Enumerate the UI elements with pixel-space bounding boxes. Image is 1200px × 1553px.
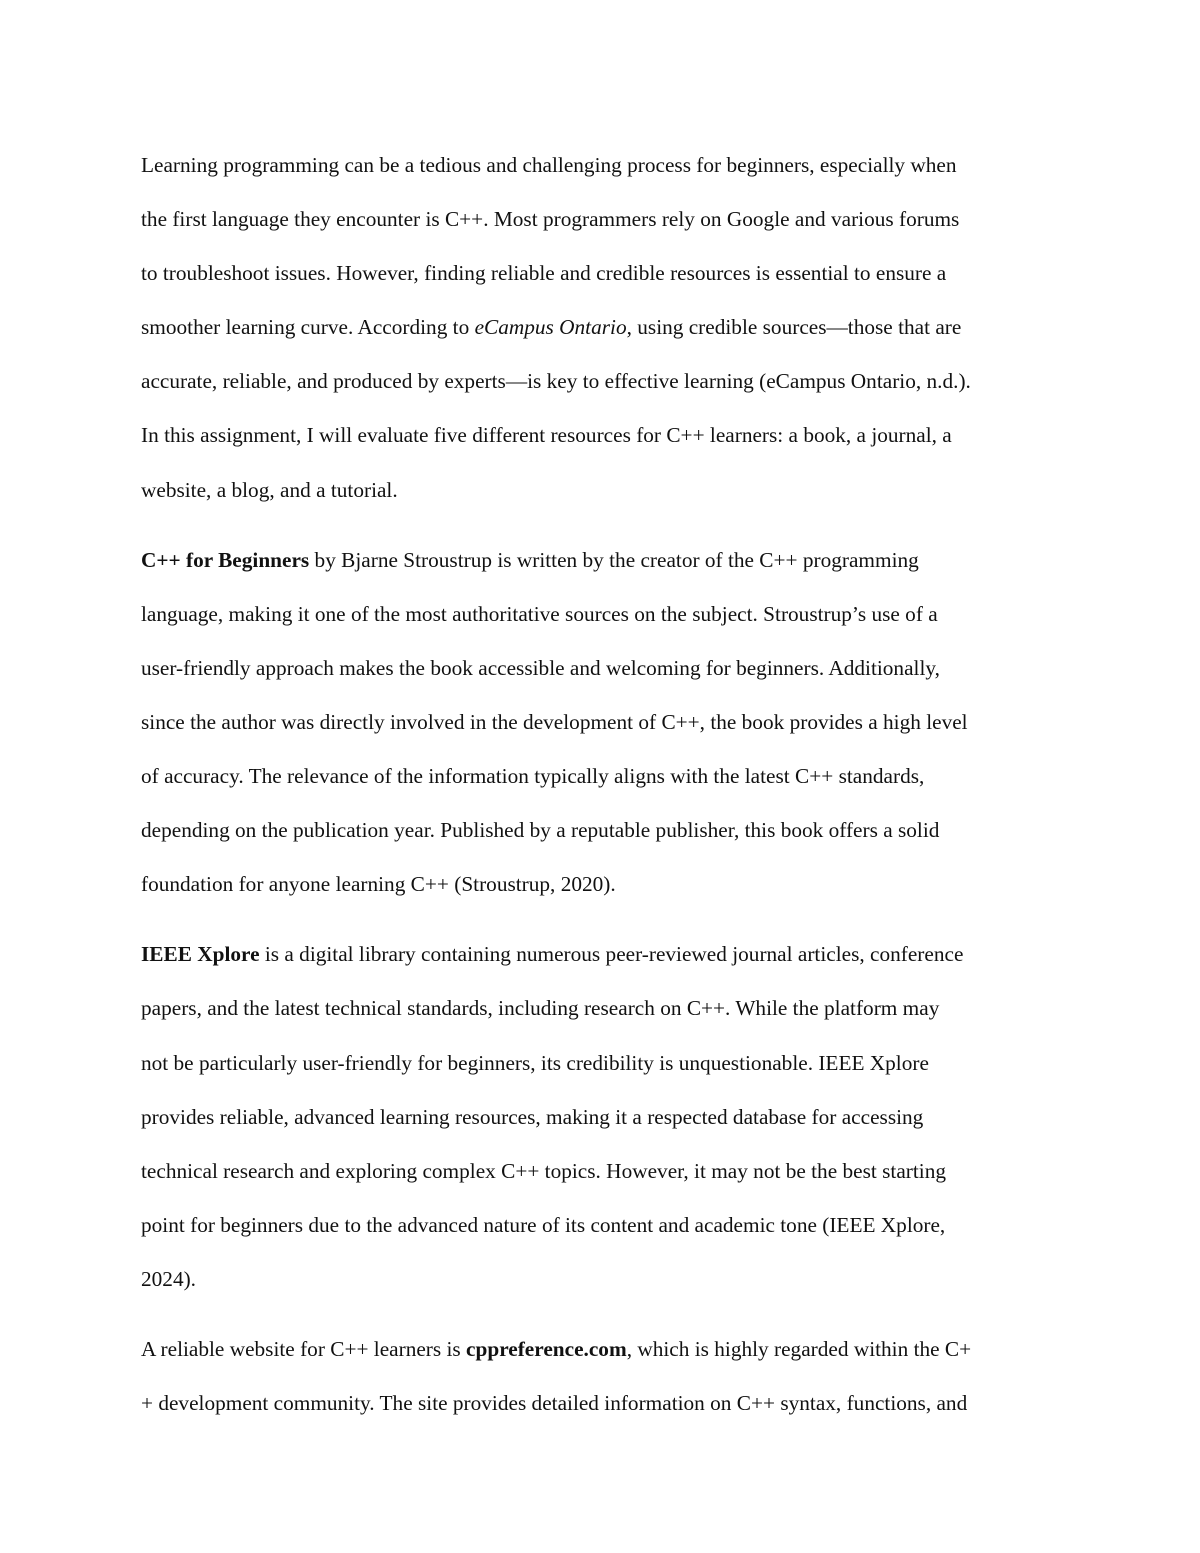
text-line <box>141 1322 1066 1376</box>
text-line <box>141 803 1066 857</box>
paragraph <box>141 138 1066 517</box>
text-run: papers, and the latest technical standards, including research on C++. While the platform may <box>141 996 940 1021</box>
text-line <box>141 1090 1066 1144</box>
text-line <box>141 1198 1066 1252</box>
text-run: provides reliable, advanced learning resources, making it a respected database for accessing <box>141 1104 924 1129</box>
paragraph <box>141 927 1066 1306</box>
text-line <box>141 587 1066 641</box>
text-line <box>141 749 1066 803</box>
text-line <box>141 300 1066 354</box>
text-run: 2024). <box>141 1266 197 1291</box>
text-run: website, a blog, and a tutorial. <box>141 477 398 502</box>
text-line <box>141 927 1066 981</box>
text-line <box>141 641 1066 695</box>
text-line <box>141 192 1066 246</box>
text-run: Learning programming can be a tedious and challenging process for beginners, especially when <box>141 153 957 177</box>
text-line <box>141 408 1066 462</box>
bold-text-run: C++ for Beginners <box>141 547 310 572</box>
text-run: the first language they encounter is C++. Most programmers rely on Google and various forums <box>141 207 960 232</box>
text-run: to troubleshoot issues. However, finding reliable and credible resources is essential to ensure a <box>141 261 947 286</box>
text-run: depending on the publication year. Published by a reputable publisher, this book offers a solid <box>141 818 940 843</box>
text-line <box>141 1144 1066 1198</box>
text-line <box>141 857 1066 911</box>
text-run: not be particularly user-friendly for beginners, its credibility is unquestionable. IEEE Xplore <box>141 1050 929 1075</box>
text-run: by Bjarne Stroustrup is written by the creator of the C++ programming <box>309 547 919 572</box>
paragraph <box>141 1322 1066 1430</box>
text-run: language, making it one of the most authoritative sources on the subject. Stroustrup’s use of a <box>141 601 938 626</box>
text-line <box>141 533 1066 587</box>
text-run: smoother learning curve. According to <box>141 315 475 340</box>
text-run: In this assignment, I will evaluate five different resources for C++ learners: a book, a journal, a <box>141 423 952 448</box>
text-run: foundation for anyone learning C++ (Stroustrup, 2020). <box>141 872 616 897</box>
bold-text-run: cppreference.com <box>466 1336 627 1361</box>
text-line <box>141 246 1066 300</box>
text-run: , using credible sources—those that are <box>626 315 962 340</box>
text-line <box>141 1036 1066 1090</box>
text-line <box>141 981 1066 1035</box>
text-run: + development community. The site provides detailed information on C++ syntax, functions, and <box>141 1391 968 1416</box>
text-line <box>141 354 1066 408</box>
italic-text-run: eCampus Ontario <box>474 315 627 340</box>
text-run: since the author was directly involved in the development of C++, the book provides a high level <box>141 709 968 734</box>
bold-text-run: IEEE Xplore <box>141 942 260 967</box>
text-line <box>141 138 1066 192</box>
text-line <box>141 695 1066 749</box>
text-line <box>141 1376 1066 1430</box>
text-line <box>141 1252 1066 1306</box>
text-run: is a digital library containing numerous peer-reviewed journal articles, conference <box>259 942 964 967</box>
text-run: user-friendly approach makes the book accessible and welcoming for beginners. Additionally, <box>141 655 940 680</box>
text-run: A reliable website for C++ learners is <box>141 1336 467 1361</box>
document-body <box>141 138 1066 1446</box>
paragraph <box>141 533 1066 912</box>
text-line <box>141 463 1066 517</box>
text-run: , which is highly regarded within the C+ <box>626 1336 972 1361</box>
text-run: technical research and exploring complex C++ topics. However, it may not be the best starting <box>141 1158 946 1183</box>
text-run: point for beginners due to the advanced nature of its content and academic tone (IEEE Xplore, <box>141 1212 946 1237</box>
text-run: of accuracy. The relevance of the information typically aligns with the latest C++ standards, <box>141 764 925 789</box>
text-run: accurate, reliable, and produced by experts—is key to effective learning (eCampus Ontario, n.d.). <box>141 369 971 394</box>
